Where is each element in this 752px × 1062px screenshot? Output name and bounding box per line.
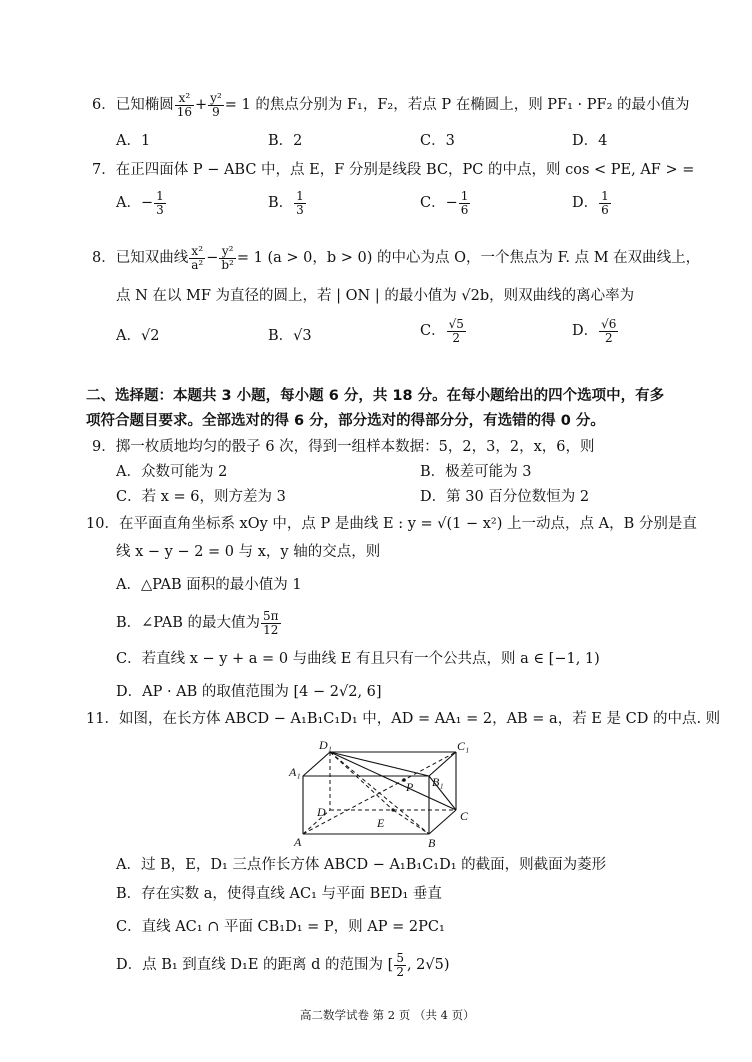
q8-option-d-fraction: $\frac{√6}{2}$ [601,317,617,345]
q11-option-b: B．存在实数 a，使得直线 AC₁ 与平面 BED₁ 垂直 [116,886,442,902]
q10-option-b: B．∠PAB 的最大值为 $\frac{5\pi}{12}$ [116,609,279,637]
edge-a1-d1 [303,752,330,776]
section2-heading-line1: 二、选择题：本题共 3 小题，每小题 6 分，共 18 分。在每小题给出的四个选项中，有多 [86,388,665,404]
q8-stem: 8．已知双曲线 $\frac{\text{x²}}{\text{a²}}$ − $\frac{\text{y²}}{\text{b²}}$ = 1 (a > 0，b > 0) 的中心为点 O，一个焦点为 F. 点 M 在双曲线上， [92,244,701,272]
label-e: E [377,816,385,830]
q8-fraction-x: $\frac{\text{x²}}{\text{a²}}$ [191,244,204,272]
q10-option-d: D．AP · AB 的取值范围为 [4 − 2√2, 6] [116,684,382,700]
label-a1: A₁ [289,765,301,779]
q7-option-c-fraction: $\frac{1}{6}$ [460,189,469,217]
q6-stem: 6．已知椭圆 $\frac{\text{x²}}{16}$ + $\frac{\text{y²}}{9}$ = 1 的焦点分别为 F₁，F₂，若点 P 在椭圆上，则 PF₁ · PF₂ 的最小值为 [92,91,690,119]
q6-fraction-x: $\frac{\text{x²}}{16}$ [176,91,193,119]
q9-option-a: A．众数可能为 2 [116,464,228,480]
q10-option-a: A．△PAB 面积的最小值为 1 [116,577,302,593]
q9-option-d: D．第 30 百分位数恒为 2 [420,489,590,505]
label-b1: B₁ [432,775,444,789]
point-e [391,808,394,811]
q8-option-d: D． $\frac{√6}{2}$ [572,317,617,345]
line-e-b-hidden [393,810,429,834]
q10-option-b-fraction: $\frac{5\pi}{12}$ [262,609,279,637]
line-d1-e-hidden [330,752,393,810]
page-footer: 高二数学试卷 第 2 页 （共 4 页） [300,1008,475,1022]
q7-option-a-fraction: $\frac{1}{3}$ [156,189,164,217]
line-d1-b1 [330,752,429,776]
q10-option-c: C．若直线 x − y + a = 0 与曲线 E 有且只有一个公共点，则 a ∈ [−1, 1) [116,651,600,667]
label-a: A [294,835,302,849]
q7-option-c: C．− $\frac{1}{6}$ [420,189,469,217]
q11-option-a: A．过 B，E，D₁ 三点作长方体 ABCD − A₁B₁C₁D₁ 的截面，则截面为菱形 [116,857,607,873]
q7-stem: 7．在正四面体 P − ABC 中，点 E，F 分别是线段 BC，PC 的中点，则 cos < PE, AF > = [92,162,695,178]
q7-option-a: A．− $\frac{1}{3}$ [116,189,164,217]
q6-option-b: B．2 [268,133,303,149]
q6-fraction-y: $\frac{\text{y²}}{9}$ [210,91,222,119]
q9-stem: 9．掷一枚质地均匀的骰子 6 次，得到一组样本数据：5，2，3，2，x，6，则 [92,439,595,455]
q11-option-d-fraction: $\frac{5}{2}$ [396,951,404,979]
cuboid-figure [284,734,474,850]
q7-option-d-fraction: $\frac{1}{6}$ [601,189,609,217]
q10-stem-line1: 10．在平面直角坐标系 xOy 中，点 P 是曲线 E : y = √(1 − x²) 上一动点，点 A，B 分别是直 [86,516,697,532]
q9-option-c: C．若 x = 6，则方差为 3 [116,489,286,505]
label-p: P [406,780,414,794]
q7-option-b: B． $\frac{1}{3}$ [268,189,304,217]
q8-line2: 点 N 在以 MF 为直径的圆上，若 | ON | 的最小值为 √2b，则双曲线的离心率为 [116,288,635,304]
q11-stem: 11．如图，在长方体 ABCD − A₁B₁C₁D₁ 中，AD = AA₁ = 2，AB = a，若 E 是 CD 的中点. 则 [86,711,721,727]
label-d: D [317,805,326,819]
q10-stem-line2: 线 x − y − 2 = 0 与 x，y 轴的交点，则 [116,544,381,560]
label-c1: C₁ [457,739,470,753]
edge-b-c [429,810,456,834]
label-c: C [460,809,469,823]
q7-option-b-fraction: $\frac{1}{3}$ [296,189,304,217]
q7-option-d: D． $\frac{1}{6}$ [572,189,609,217]
label-b: B [428,836,436,850]
section2-heading-line2: 项符合题目要求。全部选对的得 6 分，部分选对的得部分分，有选错的得 0 分。 [86,413,605,429]
q6-option-c: C．3 [420,133,455,149]
q8-fraction-y: $\frac{\text{y²}}{\text{b²}}$ [221,244,234,272]
q8-option-c: C． $\frac{√5}{2}$ [420,317,464,345]
q8-option-b: B．√3 [268,328,312,344]
q8-option-c-fraction: $\frac{√5}{2}$ [448,317,464,345]
q11-option-d: D．点 B₁ 到直线 D₁E 的距离 d 的范围为 [ $\frac{5}{2}$ , 2√5) [116,951,450,979]
q8-option-a: A．√2 [116,328,160,344]
label-d1: D₁ [319,738,332,752]
q11-option-c: C．直线 AC₁ ∩ 平面 CB₁D₁ = P，则 AP = 2PC₁ [116,919,445,935]
q9-option-b: B．极差可能为 3 [420,464,532,480]
q6-option-d: D．4 [572,133,608,149]
q6-option-a: A．1 [116,133,151,149]
